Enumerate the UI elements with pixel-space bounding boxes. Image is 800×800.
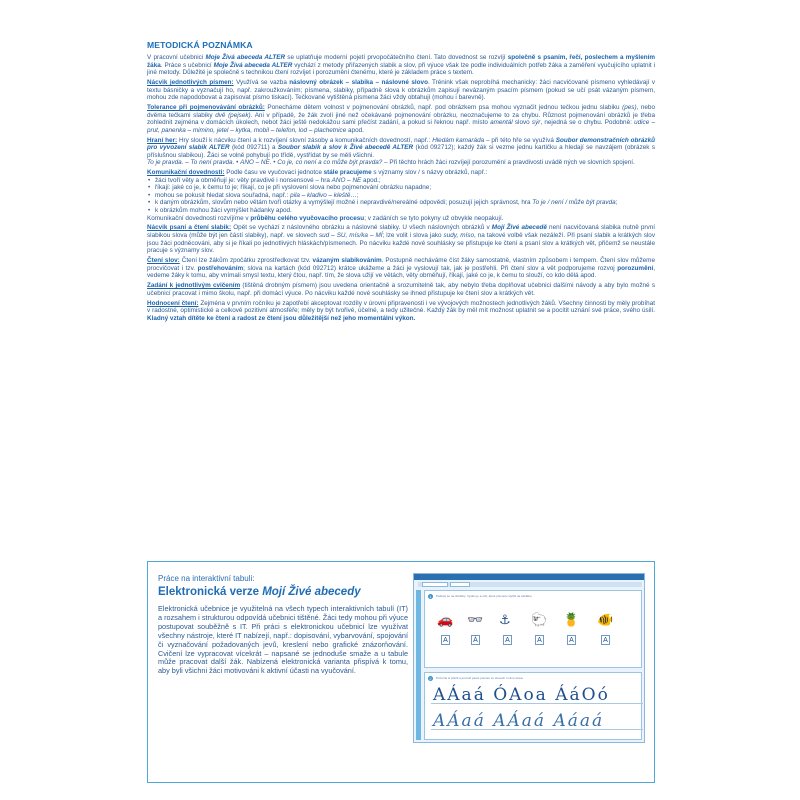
text: ; <box>356 191 359 199</box>
text: – Při těchto hrách žáci rozvíjejí porozumění a pravdivosti uvádě ných ve slovních spojení. <box>382 159 635 167</box>
emphasis: Kladný vztah dítěte ke čtení a radost ze čtení jsou důležitější než jeho momentální výkon. <box>147 314 416 322</box>
letter-box[interactable]: A <box>535 635 544 645</box>
game-name: Co je, co není a co může být pravda? <box>277 159 383 167</box>
intro-paragraph <box>147 54 655 77</box>
page-title: METODICKÁ POZNÁMKA <box>147 40 253 50</box>
game-name: ANO – NE. <box>240 159 272 167</box>
evaluation-paragraph <box>147 300 655 323</box>
section-heading: Tolerance při pojmenovávání obrázků: <box>147 104 265 112</box>
section-heading: Hraní her: <box>147 136 178 144</box>
example: udice – prut, panenka – mimino, jetel – kytka, mobil – telefon, lod – plachetnice <box>147 119 655 134</box>
letters-paragraph <box>147 79 655 102</box>
book-title: Mojí Živé abecedě <box>491 224 547 232</box>
text: slovo <box>512 119 532 127</box>
text: Hry slouží k nácviku čtení a k rozvíjení slovní zásoby a komunikačních dovedností, např.: <box>177 136 433 144</box>
text: . Postupně necháváme číst žáky samostatně, vlastním způsobem i tempem. Čtení slov můžeme procvičovat i tzv. <box>147 257 655 272</box>
book-title: Moje Živá abeceda ALTER <box>205 54 286 61</box>
aquarium-icon: 🐠 <box>597 612 614 627</box>
product-title: Soubor demonstračních obrázků pro vyvození slabik ALTER <box>147 136 655 152</box>
tab <box>450 582 470 587</box>
letters-row: AÁaá ÓAoa ÁáOó <box>433 685 610 705</box>
exercise-instruction: Pozorně si přečti a procvič psaní písmen ve slovech i mimo slova. <box>436 676 524 680</box>
example: sud – SU, mís/ka – MÍ <box>318 231 383 239</box>
example: To je / není / může být pravda <box>532 199 616 207</box>
example: dvě (pejsek) <box>215 111 251 119</box>
example: sudy, míso <box>443 231 474 239</box>
text: , na takové volbě však nezáleží. Při psaní slabik a krátkých slov jsou žáci podněcováni, aby si je říkali po jednotlivých hláskách/písmenech. Po nácviku každé nové souhlásky se přistupuje ke čtení a psaní slov a krátkých vět, přičemž se neustále pracuje s významy slov. <box>147 231 655 255</box>
text: Ponecháme dětem volnost v pojmenování obrázků, např. pod obrázkem psa mohou vyznačit jednou tečkou jednu slabiku <box>264 104 623 112</box>
text: Komunikační dovednosti rozvíjíme v <box>147 214 251 222</box>
list-item <box>147 177 655 185</box>
car-icon: 🚗 <box>437 612 454 627</box>
box-title <box>158 586 361 598</box>
emphasis: společně s psaním, řečí, poslechem a myšlením žáka <box>147 54 656 69</box>
text: Elektronická verze <box>158 586 263 598</box>
text: , nebo dvěma tečkami slabiky <box>147 104 655 119</box>
section-heading: Nácvik jednotlivých písmen: <box>147 79 234 87</box>
section-heading: Komunikační dovednosti: <box>147 169 225 177</box>
letter-box[interactable]: A <box>503 635 512 645</box>
example: pila – kladivo – kleště… <box>290 191 357 199</box>
box-text: Elektronická učebnice je využitelná na všech typech interaktivních tabulí (IT) a rozsahem i strukturou odpovídá učebnici tištěné. Žáci tedy mohou při výuce postupovat souběžně s IT. Při práci s elektronickou učebnicí lze využívat všechny nástroje, které IT nabízejí, např.: dopisování, vybarvování, spojování či vyznačování požadovaných jevů, kreslení nebo grafické znázorňování. Cvičení lze vypracovat vícekrát – napsané se jednoduše smaže a u tabule může pracovat další žák. Nabízená elektronická varianta přispívá k tomu, aby byli všichni žáci motivováni k aktivní účasti na vyučování. <box>158 604 408 676</box>
exercise-panel-2 <box>424 672 642 740</box>
letter-box[interactable]: A <box>567 635 576 645</box>
text: vychází z metody přiřazených slabik a slov, při výuce však lze podle individuálních potřeb žáka a zaměření vyučujícího uplatnit i jiné metody. Důležité je společně s technikou čtení rozvíjet i porozumění čtenému, které je základem práce s textem. <box>147 61 655 77</box>
game-name: Hledám kamaráda <box>432 136 485 144</box>
text: (kód 092712); každý žák si vezme jednu kartičku a hledají se navzájem (obrázek s příslušnou slabikou). Žáci se volně pohybují po třídě, vystřídat by se měli všichni. <box>147 144 656 159</box>
methodical-note <box>147 40 655 325</box>
box-subtitle: Práce na interaktivní tabuli: <box>158 574 255 583</box>
text: s významy slov / s názvy obrázků, např.: <box>371 169 488 177</box>
cursive-letters-row: AÁaá AÁaá Aáaá <box>433 711 605 731</box>
text: Čtení lze žákům zpočátku zprostředkovat tzv. <box>179 257 313 265</box>
text: . Ani v případě, že žák zvolí jiné než očekávané pojmenování obrázku, neoznačujeme to za chybu. Různost pojmenování obrázků je třeba zohlednit zejména v domácích úkolech, nebot žáci ještě nedokážou sami přečíst zadání, a pokud si řeknou např. místo <box>147 111 655 127</box>
list-item <box>147 199 655 207</box>
text: apod.; <box>361 176 381 184</box>
glasses-icon: 👓 <box>467 612 484 627</box>
text: mohou se pokusit hledat slova souřadná, např.: <box>155 191 291 199</box>
text: k obrázkům mohou žáci vymýšlet hádanky apod. <box>155 206 292 214</box>
separator: • <box>234 159 241 167</box>
text: apod. <box>346 126 364 134</box>
text: V pracovní učebnici <box>147 54 206 61</box>
emphasis: stále pracujeme <box>323 169 372 177</box>
letter-box[interactable]: A <box>441 635 450 645</box>
game-name: To je pravda. – To není pravda. <box>147 159 235 167</box>
text: Zejména v prvním ročníku je zapotřebí akceptovat rozdíly v úrovni připravenosti i ve vývojových možnostech jednotlivých žáků. Všechny činnosti by měly probíhat v radostné, optimistické a celkově pozitivní atmosféře; měly by být tvořivé, účelné, a tedy užitečné. Každý žák by měl mít možnost uplatnit se a pocítit uznání své práce, svého úsilí. <box>147 299 655 315</box>
section-heading: Hodnocení čtení: <box>147 299 199 307</box>
tool-sidebar <box>416 590 421 740</box>
text: ; slova na kartách (kód 092712) krátce ukážeme a žáci je vyslovují tak, jak je postřehli. Při čtení slov a vět podporujeme rozvoj <box>243 264 618 272</box>
emphasis: postřehováním <box>197 264 244 272</box>
text: . Trénink však neprobíhá mechanicky: žáci nacvičované písmeno vyhledávají v textu básničky a vyznačují ho, např. zakroužkováním; písmena, slabiky, případně slova k obrázkům zapisují nevázaným psacím písmem (pokud se učí psát vázaným písmem, mohou zde napodobovat a zapisovat písmo tiskací). Tečkované vytištěná písmena žáci vždy obtahují (mohou i barevně). <box>147 79 655 102</box>
text: k daným obrázkům, slovům nebo větám tvoří otázky a vymýšlejí možné i nepravdivé/nereálné odpovědi; posuzují jejich správnost, hra <box>155 199 533 207</box>
communication-paragraph <box>147 169 655 177</box>
example: (pes) <box>622 104 637 112</box>
book-title: Moje Živá abeceda ALTER <box>213 61 293 69</box>
interactive-board-box <box>147 561 655 783</box>
window-bar <box>414 574 644 580</box>
sheep-icon: 🐑 <box>531 612 548 627</box>
exercise-number: 2 <box>429 676 432 681</box>
example: sýr <box>531 119 541 127</box>
section-heading: Čtení slov: <box>147 257 180 265</box>
list-item <box>147 207 655 215</box>
section-heading: Zadání k jednotlivým cvičením <box>147 282 241 290</box>
text: ; lze volit i slova jako <box>382 231 444 239</box>
book-title: Mojí Živé abecedy <box>262 586 361 598</box>
text: Opět se vychází z náslovného obrázku a náslovné slabiky. U všech náslovných obrázků v <box>231 224 492 232</box>
ebook-screenshot <box>413 573 645 743</box>
exercise-instruction: Podívej se na obrázky. Vyslov je a urči, které písmeno slyšíš na začátku. <box>436 594 533 598</box>
emphasis: porozumění <box>617 264 654 272</box>
exercise-number: 1 <box>429 594 432 599</box>
emphasis: náslovný obrázek – slabika – náslovné slovo <box>289 79 428 87</box>
anchor-icon: ⚓ <box>499 612 511 627</box>
syllables-paragraph <box>147 224 655 254</box>
reading-words-paragraph <box>147 257 655 280</box>
assignments-paragraph <box>147 282 655 297</box>
text: žáci tvoří věty a obměňují je: věty pravdivé i nonsensové – hra <box>155 176 332 184</box>
text: ; <box>615 199 618 207</box>
text: , nejedná se o chybu. Podobně: <box>540 119 635 127</box>
separator: • <box>271 159 278 167</box>
text: (kód 092711) a <box>229 144 278 152</box>
tolerance-paragraph <box>147 104 655 134</box>
emphasis: průběhu celého vyučovacího procesu <box>250 214 365 222</box>
text: se uplatňuje moderní pojetí prvopočátečního čtení. Tato dovednost se rozvíjí <box>285 54 508 61</box>
tab <box>422 582 448 587</box>
example: ANO – NE <box>331 176 362 184</box>
product-title: Soubor slabik a slov k Živé abecedě ALTER <box>277 144 414 152</box>
text: Využívá se vazba <box>233 79 290 87</box>
text: není nacvičovaná slabika nutně první slabikou slova (může být jen částí slabiky), např. ve slovech <box>147 224 656 239</box>
text: – při této hře se využívá <box>484 136 556 144</box>
communication-summary <box>147 215 655 223</box>
text: Podle času ve vyučovací jednotce <box>224 169 324 177</box>
text: říkají: jaké co je, k čemu to je; říkají, co je při vyslovení slova nebo pojmenování obrázku napadne; <box>155 184 432 192</box>
exercise-panel-1 <box>424 590 642 668</box>
communication-list <box>147 177 655 215</box>
example: amentál <box>490 119 513 127</box>
text: . Práce s učebnicí <box>160 61 214 69</box>
text: ; v zadáních se tyto pokyny už obvykle neopakují. <box>364 214 504 222</box>
text: , vedeme žáky k tomu, aby vnímali smysl textu, který čtou, např. tím, že slova užijí ve větách, věty obměňují, říkají, jaké co je, k čemu to slouží, co kdo dělá apod. <box>147 264 655 280</box>
games-paragraph <box>147 137 655 167</box>
pineapple-icon: 🍍 <box>563 612 580 627</box>
text: (tištěná drobným písmem) jsou uvedena orientačně a srozumitelně tak, aby nebylo třeba doplňovat učebnici dalšími návody a aby bylo možné s učebnicí pracovat i mimo školu, např. při domácí výuce. Po nácviku každé nové souhlásky se ihned přistupuje ke čtení slov a krátkých vět. <box>147 282 655 297</box>
list-item <box>147 184 655 192</box>
letter-box[interactable]: A <box>601 635 610 645</box>
letter-box[interactable]: Á <box>471 635 480 645</box>
emphasis: vázaným slabikováním <box>312 257 382 265</box>
section-heading: Nácvik psaní a čtení slabik: <box>147 224 232 232</box>
